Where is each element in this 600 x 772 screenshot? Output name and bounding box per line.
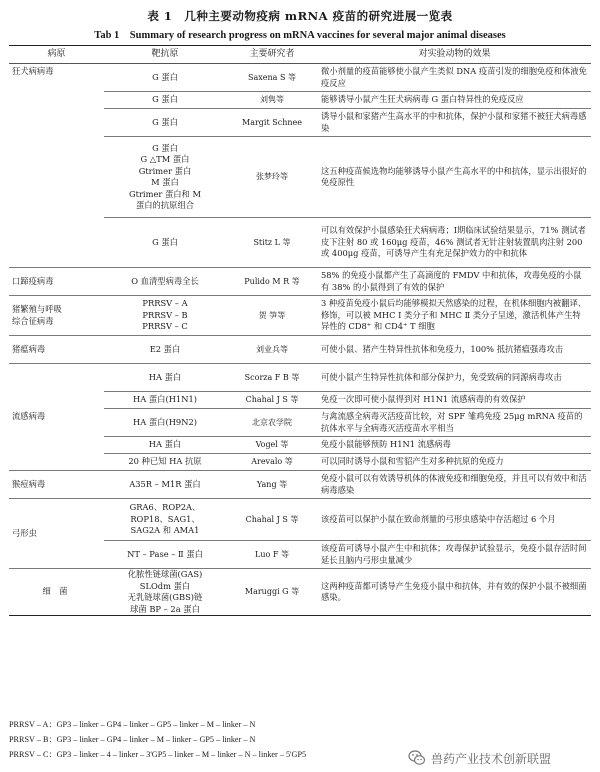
header-effect: 对实验动物的效果 <box>318 46 591 64</box>
table-row <box>9 499 591 541</box>
cell-researcher: Stitz L 等 <box>226 218 318 268</box>
table-row <box>9 296 591 336</box>
cell-target-antigen: HA 蛋白(H9N2) <box>104 409 226 437</box>
cell-target-antigen: HA 蛋白 <box>104 437 226 454</box>
table-title-cn: 表 1 几种主要动物疫病 mRNA 疫苗的研究进展一览表 <box>147 9 453 23</box>
cell-effect: 该疫苗可以保护小鼠在致命剂量的弓形虫感染中存活超过 6 个月 <box>318 499 591 541</box>
cell-effect: 与禽流感全病毒灭活疫苗比较，对 SPF 雏鸡免疫 25μg mRNA 疫苗的抗体水平与全病毒灭活疫苗水平相当 <box>318 409 591 437</box>
cell-effect: 58% 的免疫小鼠都产生了高滴度的 FMDV 中和抗体，攻毒免疫的小鼠有 38% 的小鼠得到了有效的保护 <box>318 268 591 296</box>
cell-researcher: Saxena S 等 <box>226 64 318 92</box>
cell-pathogen: 细 菌 <box>9 569 104 616</box>
wechat-icon <box>408 749 426 767</box>
watermark-text: 兽药产业技术创新联盟 <box>431 751 552 766</box>
cell-researcher: 刘业兵等 <box>226 336 318 364</box>
cell-researcher: 贺 笋等 <box>226 296 318 336</box>
cell-pathogen: 弓形虫 <box>9 499 104 569</box>
cell-pathogen: 猪瘟病毒 <box>9 336 104 364</box>
cell-researcher: Pulido M R 等 <box>226 268 318 296</box>
cell-researcher: Vogel 等 <box>226 437 318 454</box>
cell-target-antigen: G 蛋白 <box>104 109 226 137</box>
cell-effect: 能够诱导小鼠产生狂犬病病毒 G 蛋白特异性的免疫反应 <box>318 92 591 109</box>
cell-target-antigen: A35R – M1R 蛋白 <box>104 471 226 499</box>
cell-target-antigen: O 血清型病毒全长 <box>104 268 226 296</box>
table-row <box>9 268 591 296</box>
footnote: PRRSV – A：GP3 – linker – GP4 – linker – GP5 – linker – M – linker – N <box>9 720 256 729</box>
cell-pathogen: 流感病毒 <box>9 364 104 471</box>
table-title-en: Tab 1 Summary of research progress on mRNA vaccines for several major animal diseases <box>94 30 506 41</box>
cell-target-antigen: E2 蛋白 <box>104 336 226 364</box>
footnote: PRRSV – C：GP3 – linker – 4 – linker – 3'GP5 – linker – M – linker – N – linker – 5'GP5 <box>9 750 307 759</box>
header-target-antigen: 靶抗原 <box>104 46 226 64</box>
header-pathogen: 病原 <box>9 46 104 64</box>
cell-effect: 免疫小鼠能够预防 H1N1 流感病毒 <box>318 437 591 454</box>
cell-target-antigen: G 蛋白 <box>104 218 226 268</box>
cell-researcher: Maruggi G 等 <box>226 569 318 616</box>
table-row <box>9 64 591 92</box>
cell-effect: 可使小鼠产生特异性抗体和部分保护力，免受致病的同源病毒攻击 <box>318 364 591 392</box>
cell-effect: 诱导小鼠和家猪产生高水平的中和抗体，保护小鼠和家猪不被狂犬病毒感染 <box>318 109 591 137</box>
cell-target-antigen: GRA6、ROP2A、 ROP18、SAG1、 SAG2A 和 AMA1 <box>104 499 226 541</box>
cell-researcher: Arevalo 等 <box>226 454 318 471</box>
cell-researcher: Chahal J S 等 <box>226 499 318 541</box>
cell-target-antigen: G 蛋白 <box>104 64 226 92</box>
table-row <box>9 569 591 616</box>
watermark <box>408 747 598 769</box>
cell-effect: 可以同时诱导小鼠和雪貂产生对多种抗原的免疫力 <box>318 454 591 471</box>
header-researcher: 主要研究者 <box>226 46 318 64</box>
cell-pathogen: 猪繁殖与呼吸 综合征病毒 <box>9 296 104 336</box>
cell-target-antigen: NT – Pase – Ⅱ 蛋白 <box>104 541 226 569</box>
cell-target-antigen: HA 蛋白(H1N1) <box>104 392 226 409</box>
cell-effect: 这两种疫苗都可诱导产生免疫小鼠中和抗体，并有效的保护小鼠不被细菌感染。 <box>318 569 591 616</box>
cell-effect: 可使小鼠、猪产生特异性抗体和免疫力，100% 抵抗猪瘟强毒攻击 <box>318 336 591 364</box>
cell-target-antigen: PRRSV – A PRRSV – B PRRSV – C <box>104 296 226 336</box>
table-row <box>9 364 591 392</box>
cell-target-antigen: G 蛋白 <box>104 92 226 109</box>
cell-target-antigen: 20 种已知 HA 抗原 <box>104 454 226 471</box>
cell-effect: 免疫小鼠可以有效诱导机体的体液免疫和细胞免疫，并且可以有效中和活病毒感染 <box>318 471 591 499</box>
cell-effect: 免疫一次即可使小鼠得到对 H1N1 流感病毒的有效保护 <box>318 392 591 409</box>
cell-researcher: Chahal J S 等 <box>226 392 318 409</box>
cell-pathogen: 口蹄疫病毒 <box>9 268 104 296</box>
cell-researcher: Luo F 等 <box>226 541 318 569</box>
footnote: PRRSV – B：GP3 – linker – GP4 – linker – M – linker – GP5 – linker – N <box>9 735 256 744</box>
cell-researcher: Yang 等 <box>226 471 318 499</box>
cell-researcher: Scorza F B 等 <box>226 364 318 392</box>
cell-effect: 微小剂量的疫苗能够使小鼠产生类似 DNA 疫苗引发的细胞免疫和体液免疫反应 <box>318 64 591 92</box>
cell-pathogen: 狂犬病病毒 <box>9 64 104 268</box>
cell-researcher: 张梦玲等 <box>226 137 318 218</box>
cell-effect: 这五种疫苗候选物均能够诱导小鼠产生高水平的中和抗体，显示出很好的免疫原性 <box>318 137 591 218</box>
cell-effect: 可以有效保护小鼠感染狂犬病病毒；Ⅰ期临床试验结果显示，71% 测试者皮下注射 80 或 160μg 疫苗，46% 测试者无针注射装置肌肉注射 200 或 400μg 疫苗，可诱导产生有充足保护效力的中和抗体 <box>318 218 591 268</box>
cell-pathogen: 猴痘病毒 <box>9 471 104 499</box>
cell-researcher: 刘隽等 <box>226 92 318 109</box>
table-row <box>9 336 591 364</box>
cell-effect: 3 种疫苗免疫小鼠后均能够模拟天然感染的过程，在机体细胞内被翻译、修饰，可以被 MHC Ⅰ 类分子和 MHC Ⅱ 类分子呈递，激活机体产生特异性的 CD8⁺ 和 CD4⁺ T 细胞 <box>318 296 591 336</box>
cell-target-antigen: 化脓性链球菌(GAS) SLOdm 蛋白 无乳链球菌(GBS)链 球菌 BP – 2a 蛋白 <box>104 569 226 616</box>
research-table <box>9 45 591 616</box>
cell-effect: 该疫苗可诱导小鼠产生中和抗体；攻毒保护试验显示，免疫小鼠存活时间延长且脑内弓形虫量减少 <box>318 541 591 569</box>
cell-target-antigen: HA 蛋白 <box>104 364 226 392</box>
table-header-row <box>9 46 591 64</box>
cell-researcher: 北京农学院 <box>226 409 318 437</box>
cell-researcher: Margit Schnee <box>226 109 318 137</box>
cell-target-antigen: G 蛋白 G △TM 蛋白 Gtrimer 蛋白 M 蛋白 Gtrimer 蛋白和 M 蛋白的抗原组合 <box>104 137 226 218</box>
table-row <box>9 471 591 499</box>
